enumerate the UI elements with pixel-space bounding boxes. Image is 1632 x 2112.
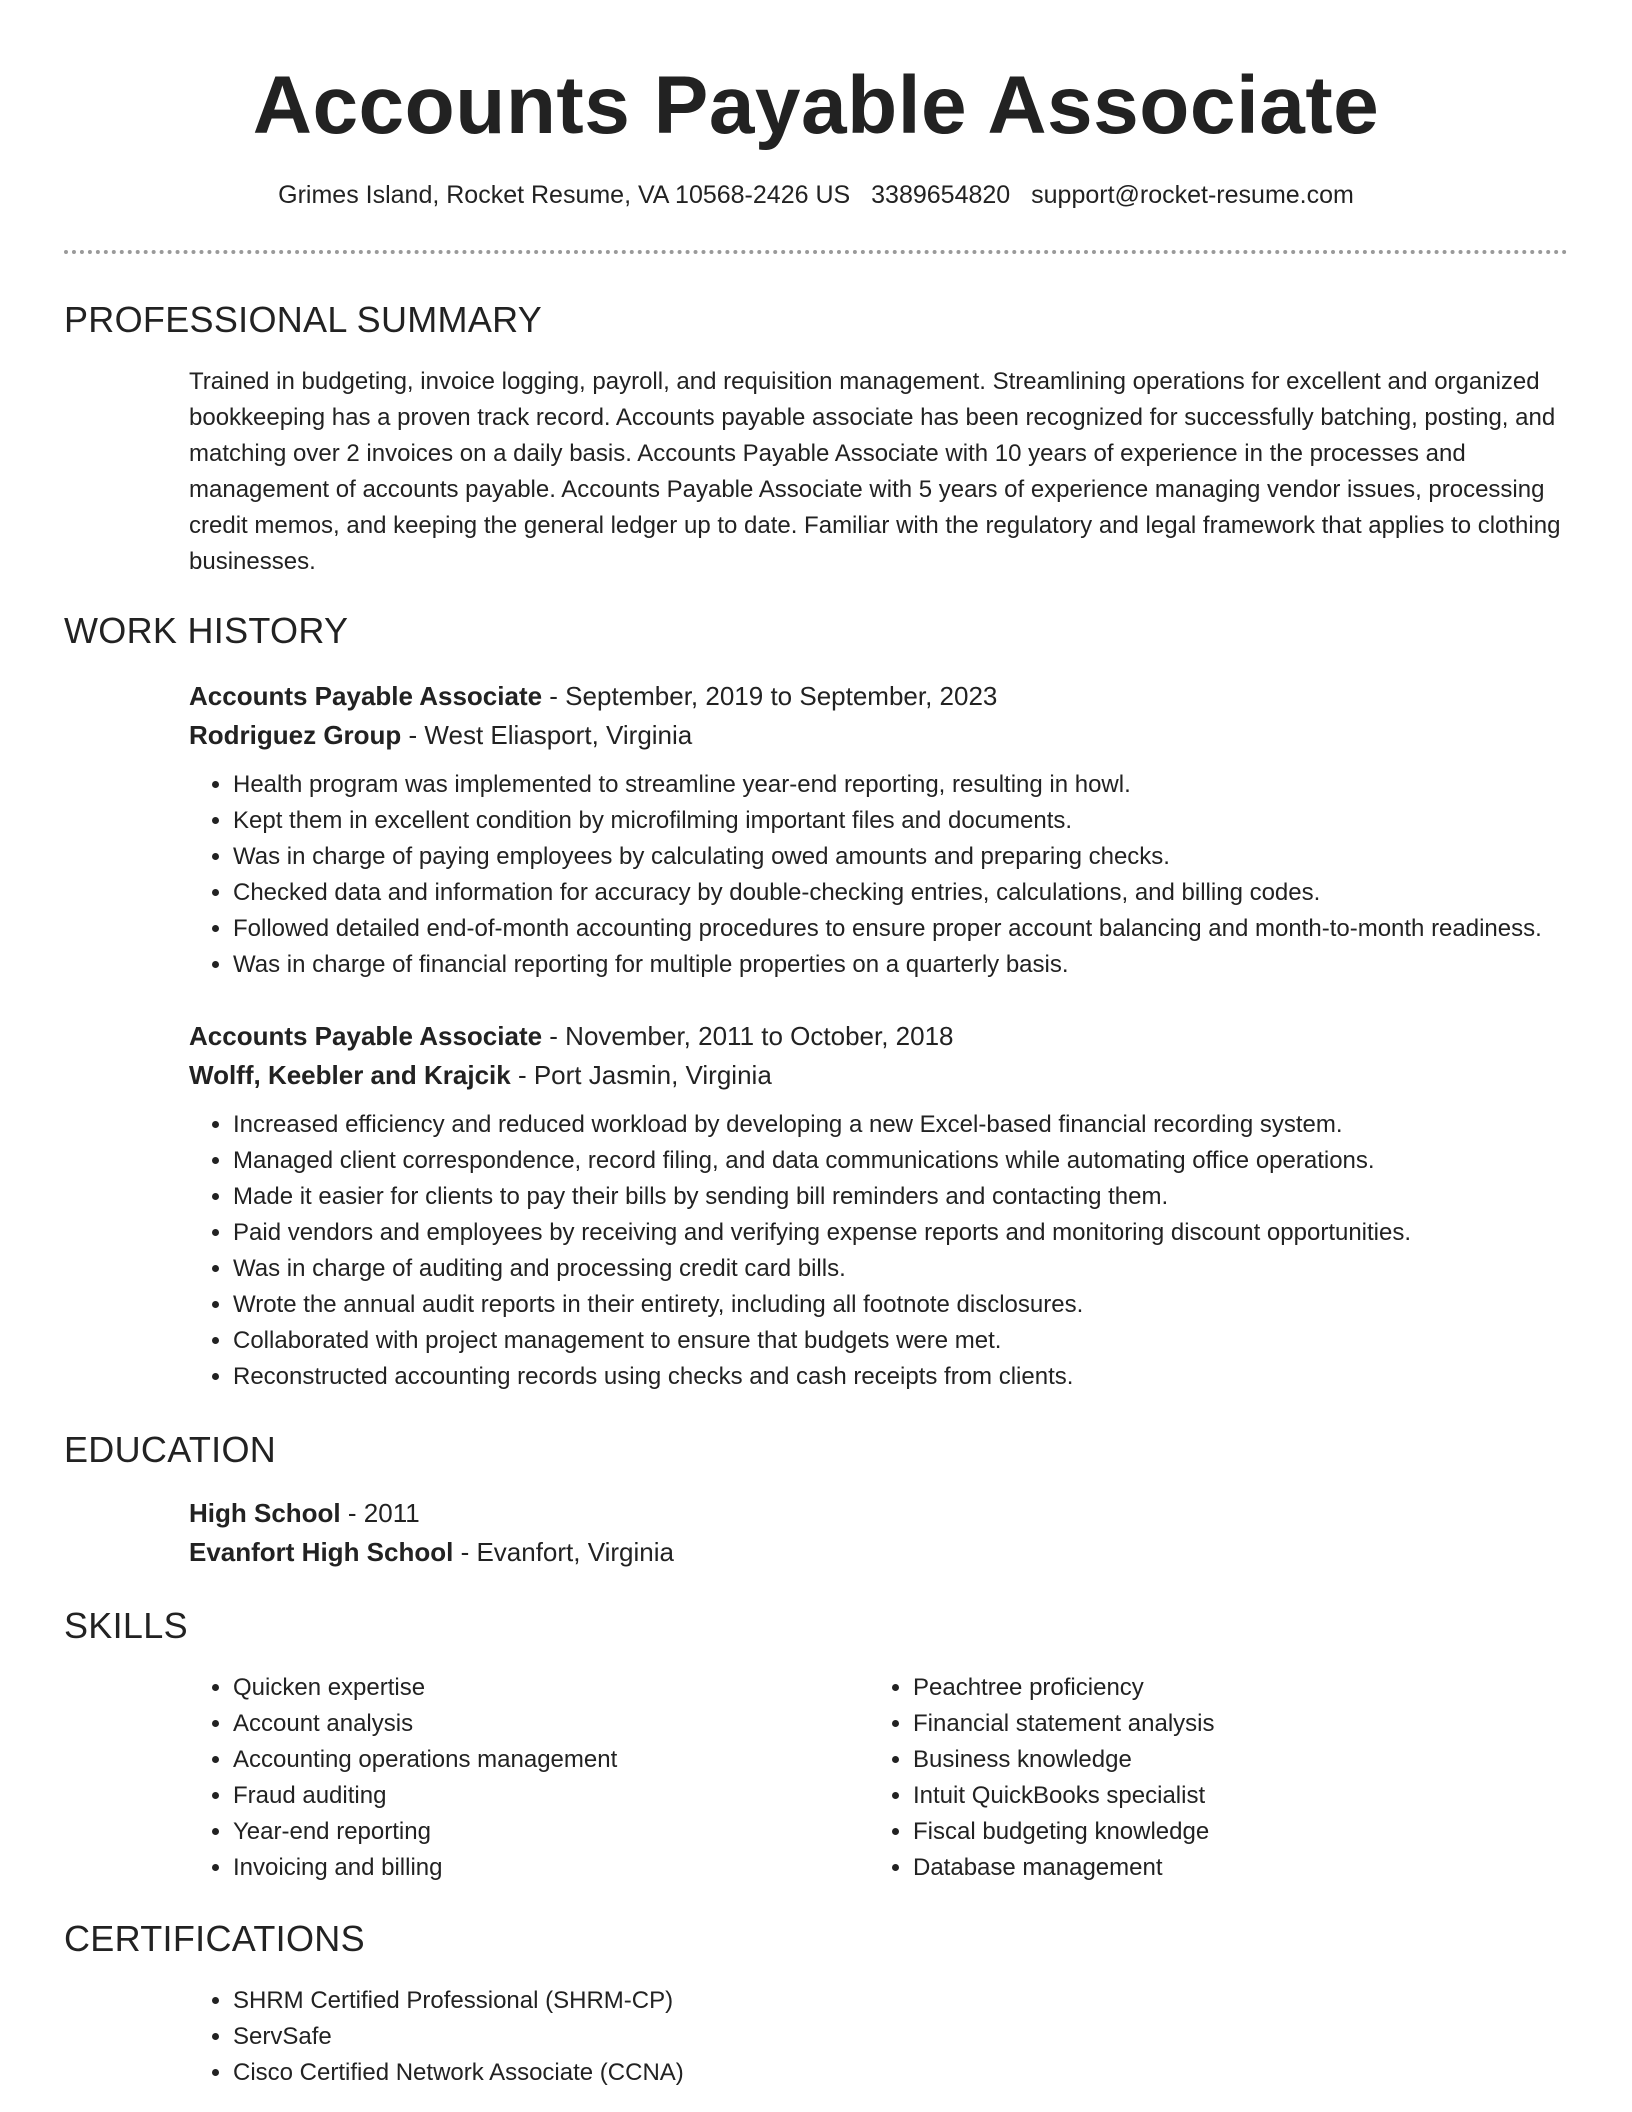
job-role: Accounts Payable Associate <box>189 1021 543 1051</box>
contact-line <box>64 178 1568 212</box>
education-degree: High School <box>189 1498 341 1528</box>
list-item: • Collaborated with project management to ensure that budgets were met. <box>233 1323 1568 1359</box>
list-item: • Fiscal budgeting knowledge <box>913 1814 1549 1850</box>
list-item: • Paid vendors and employees by receiving and verifying expense reports and monitoring discount opportunities. <box>233 1215 1568 1251</box>
list-item: • Reconstructed accounting records using checks and cash receipts from clients. <box>233 1359 1568 1395</box>
education-heading: EDUCATION <box>64 1429 277 1470</box>
education-year: - 2011 <box>340 1498 420 1528</box>
summary-heading: PROFESSIONAL SUMMARY <box>64 299 543 340</box>
education-school: Evanfort High School <box>189 1537 454 1567</box>
certification-bullets <box>189 1983 1568 2091</box>
list-item: • Invoicing and billing <box>233 1850 869 1886</box>
job-title-line <box>189 677 1568 716</box>
list-item: • ServSafe <box>233 2019 1568 2055</box>
list-item: • Health program was implemented to streamline year-end reporting, resulting in howl. <box>233 767 1568 803</box>
list-item: • Account analysis <box>233 1706 869 1742</box>
education-school-line <box>189 1533 1568 1572</box>
job-dates: - September, 2019 to September, 2023 <box>542 681 998 711</box>
skills-bullets-right <box>869 1670 1549 1886</box>
skills-list <box>189 1670 1568 1886</box>
resume-name: Accounts Payable Associate <box>252 60 1380 151</box>
contact-email: support@rocket-resume.com <box>1031 181 1354 209</box>
summary-text: Trained in budgeting, invoice logging, payroll, and requisition management. Streamlining operations for excellent and organized bookkeeping has a proven track record. Accounts payable associate has been recognized for successfully batching, posting, and matching over 2 invoices on a daily basis. Accounts Payable Associate with 10 years of experience in the processes and management of accounts payable. Accounts Payable Associate with 5 years of experience managing vendor issues, processing credit memos, and keeping the general ledger up to date. Familiar with the regulatory and legal framework that applies to clothing businesses. <box>189 368 1561 575</box>
list-item: • Made it easier for clients to pay their bills by sending bill reminders and contacting them. <box>233 1179 1568 1215</box>
contact-address: Grimes Island, Rocket Resume, VA 10568-2426 US <box>278 181 851 209</box>
skills-column-right <box>869 1670 1549 1886</box>
certifications-list <box>189 1983 1568 2091</box>
list-item: • Checked data and information for accuracy by double-checking entries, calculations, and billing codes. <box>233 875 1568 911</box>
list-item: • Increased efficiency and reduced workload by developing a new Excel-based financial recording system. <box>233 1107 1568 1143</box>
job-location: - West Eliasport, Virginia <box>401 720 693 750</box>
header-divider <box>64 250 1568 254</box>
list-item: • Wrote the annual audit reports in their entirety, including all footnote disclosures. <box>233 1287 1568 1323</box>
list-item: • Year-end reporting <box>233 1814 869 1850</box>
list-item: • Accounting operations management <box>233 1742 869 1778</box>
list-item: • Business knowledge <box>913 1742 1549 1778</box>
list-item: • Was in charge of financial reporting for multiple properties on a quarterly basis. <box>233 947 1568 983</box>
list-item: • SHRM Certified Professional (SHRM-CP) <box>233 1983 1568 2019</box>
work-history-heading: WORK HISTORY <box>64 610 349 651</box>
skills-bullets-left <box>189 1670 869 1886</box>
skills-heading: SKILLS <box>64 1605 188 1646</box>
job-bullets <box>189 767 1568 983</box>
list-item: • Cisco Certified Network Associate (CCNA) <box>233 2055 1568 2091</box>
job-entry <box>189 677 1568 983</box>
contact-phone: 3389654820 <box>871 181 1011 209</box>
job-location: - Port Jasmin, Virginia <box>510 1060 772 1090</box>
job-dates: - November, 2011 to October, 2018 <box>542 1021 954 1051</box>
job-bullets <box>189 1107 1568 1395</box>
job-company-line <box>189 1056 1568 1095</box>
list-item: • Managed client correspondence, record filing, and data communications while automating office operations. <box>233 1143 1568 1179</box>
list-item: • Intuit QuickBooks specialist <box>913 1778 1549 1814</box>
job-company-line <box>189 716 1568 755</box>
job-entry <box>189 1017 1568 1395</box>
list-item: • Peachtree proficiency <box>913 1670 1549 1706</box>
list-item: • Quicken expertise <box>233 1670 869 1706</box>
job-company: Rodriguez Group <box>189 720 402 750</box>
job-role: Accounts Payable Associate <box>189 681 543 711</box>
list-item: • Kept them in excellent condition by microfilming important files and documents. <box>233 803 1568 839</box>
list-item: • Was in charge of paying employees by calculating owed amounts and preparing checks. <box>233 839 1568 875</box>
job-title-line <box>189 1017 1568 1056</box>
certifications-heading: CERTIFICATIONS <box>64 1918 365 1959</box>
education-location: - Evanfort, Virginia <box>453 1537 674 1567</box>
resume-page <box>64 0 1568 2091</box>
education-entry <box>189 1494 1568 1572</box>
list-item: • Financial statement analysis <box>913 1706 1549 1742</box>
list-item: • Followed detailed end-of-month accounting procedures to ensure proper account balancing and month-to-month readiness. <box>233 911 1568 947</box>
education-degree-line <box>189 1494 1568 1533</box>
list-item: • Database management <box>913 1850 1549 1886</box>
job-company: Wolff, Keebler and Krajcik <box>189 1060 511 1090</box>
skills-column-left <box>189 1670 869 1886</box>
list-item: • Was in charge of auditing and processing credit card bills. <box>233 1251 1568 1287</box>
list-item: • Fraud auditing <box>233 1778 869 1814</box>
